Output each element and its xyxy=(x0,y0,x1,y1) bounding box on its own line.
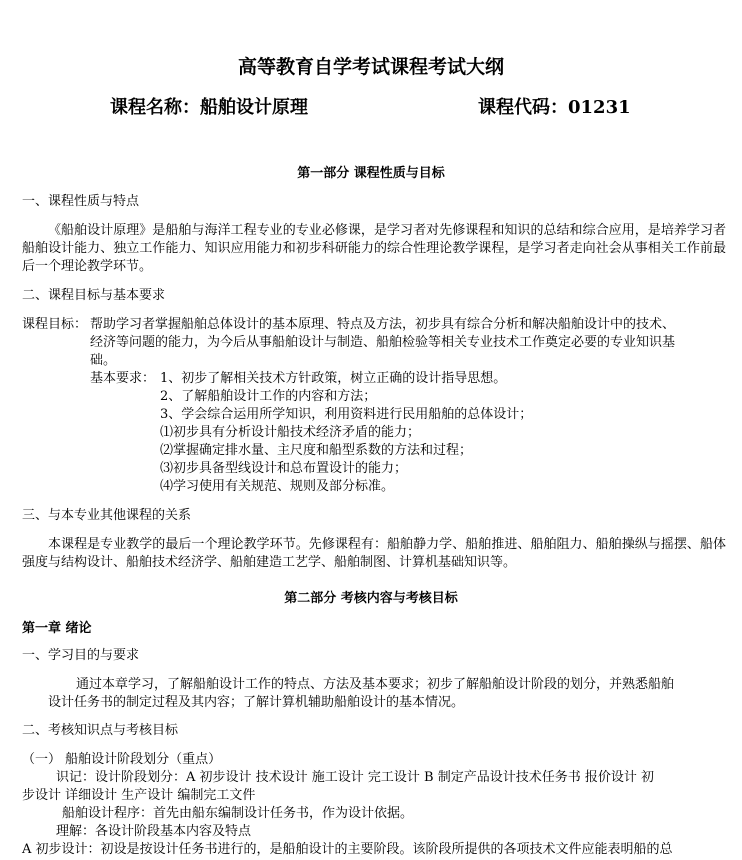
chapter-title: 第一章 绪论 xyxy=(22,621,92,636)
requirement-subitem: ⑴初步具有分析设计船技术经济矛盾的能力； xyxy=(160,425,421,440)
paragraph: 《船舶设计原理》是船舶与海洋工程专业的专业必修课，是学习者对先修课程和知识的总结和综合应用，是培养学习者船舶设计能力、独立工作能力、知识应用能力和初步科研能力的综合性理论教学课程，是学习者走向社会从事相关工作前最后一个理论教学环节。 xyxy=(22,223,726,274)
paragraph: 本课程是专业教学的最后一个理论教学环节。先修课程有：船舶静力学、船舶推进、船舶阻力、船舶操纵与摇摆、船体强度与结构设计、船舶技术经济学、船舶建造工艺学、船舶制图、计算机基础知识等。 xyxy=(22,537,726,570)
paragraph-line: 通过本章学习，了解船舶设计工作的特点、方法及基本要求；初步了解船舶设计阶段的划分，并熟悉船舶 xyxy=(76,677,675,692)
paragraph-line: 船舶设计程序：首先由船东编制设计任务书，作为设计依据。 xyxy=(62,806,414,821)
requirement-item: 3、学会综合运用所学知识，利用资料进行民用船舶的总体设计； xyxy=(160,407,533,422)
requirement-subitem: ⑶初步具备型线设计和总布置设计的能力； xyxy=(160,461,408,476)
requirement-subitem: ⑵掌握确定排水量、主尺度和船型系数的方法和过程； xyxy=(160,443,473,458)
requirement-label: 基本要求： xyxy=(90,371,156,386)
knowledge-point-heading: （一） 船舶设计阶段划分（重点） xyxy=(22,752,222,767)
section-heading: 二、考核知识点与考核目标 xyxy=(22,723,179,738)
goal-text-line: 础。 xyxy=(90,353,117,368)
requirement-item: 2、了解船舶设计工作的内容和方法； xyxy=(160,389,377,404)
requirement-subitem: ⑷学习使用有关规范、规则及部分标准。 xyxy=(160,479,395,494)
paragraph-line: 识记：设计阶段划分：A 初步设计 技术设计 施工设计 完工设计 B 制定产品设计技术任务书 报价设计 初 xyxy=(56,770,655,785)
part1-title: 第一部分 课程性质与目标 xyxy=(297,166,445,181)
course-code: 课程代码：01231 xyxy=(478,97,631,118)
goal-text-line: 经济等问题的能力，为今后从事船舶设计与制造、船舶检验等相关专业技术工作奠定必要的专业知识基 xyxy=(90,335,676,350)
section-heading: 一、课程性质与特点 xyxy=(22,194,140,209)
requirement-item: 1、初步了解相关技术方针政策，树立正确的设计指导思想。 xyxy=(160,371,507,386)
goal-label: 课程目标： xyxy=(22,317,88,332)
course-name: 课程名称：船舶设计原理 xyxy=(110,97,308,118)
paragraph-line: 理解：各设计阶段基本内容及特点 xyxy=(56,824,252,839)
section-heading: 一、学习目的与要求 xyxy=(22,648,140,663)
paragraph-line: A 初步设计：初设是按设计任务书进行的，是船舶设计的主要阶段。该阶段所提供的各项技术文件应能表明船的总 xyxy=(22,842,673,857)
section-heading: 二、课程目标与基本要求 xyxy=(22,288,166,303)
paragraph-line: 设计任务书的制定过程及其内容；了解计算机辅助船舶设计的基本情况。 xyxy=(48,695,465,710)
paragraph-line: 步设计 详细设计 生产设计 编制完工文件 xyxy=(22,788,256,803)
goal-text-line: 帮助学习者掌握船舶总体设计的基本原理、特点及方法，初步具有综合分析和解决船舶设计中的技术、 xyxy=(90,317,676,332)
section-heading: 三、与本专业其他课程的关系 xyxy=(22,508,192,523)
document-title: 高等教育自学考试课程考试大纲 xyxy=(237,56,504,78)
part2-title: 第二部分 考核内容与考核目标 xyxy=(284,591,458,606)
